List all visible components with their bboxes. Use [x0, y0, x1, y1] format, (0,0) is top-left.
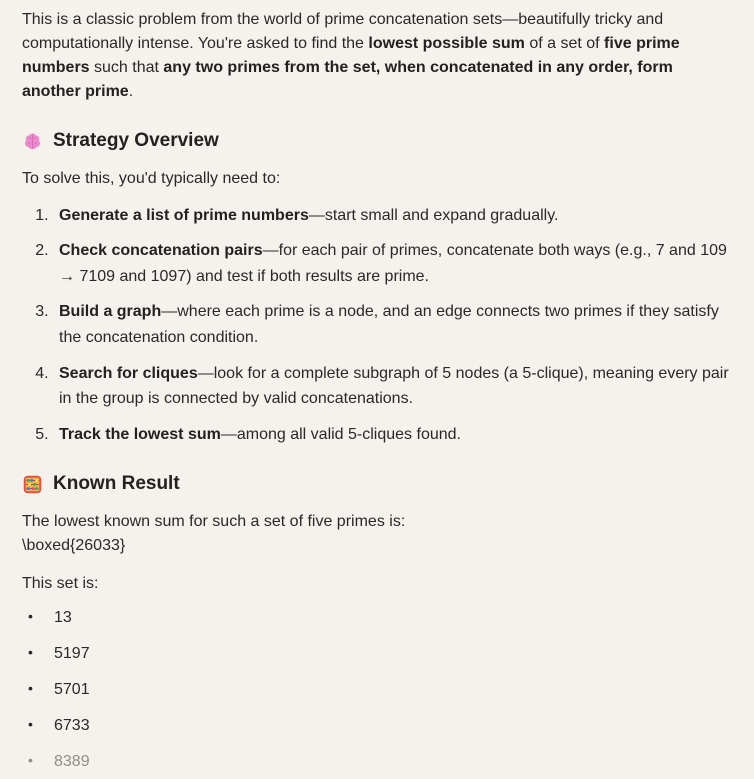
step-description: —start small and expand gradually. [308, 206, 559, 224]
strategy-heading-label: Strategy Overview [53, 130, 219, 151]
intro-text: . [128, 83, 134, 100]
intro-bold-condition: any two primes from the set, when concatenated in any order, form another prime [22, 59, 673, 100]
primes-list [22, 606, 732, 774]
result-paragraph [22, 510, 732, 558]
prime-item-streaming: • 8389 [26, 750, 732, 774]
result-sum-line: The lowest known sum for such a set of five primes is: [22, 512, 406, 530]
step-item-2 [53, 238, 732, 289]
prime-item: • 13 [26, 606, 732, 630]
step-description: —where each prime is a node, and an edge connects two primes if they satisfy the concatenation condition. [59, 303, 719, 346]
step-description: —among all valid 5-cliques found. [220, 425, 461, 443]
step-title: Track the lowest sum [59, 425, 221, 443]
known-result-heading-label: Known Result [53, 473, 180, 495]
intro-text: such that [89, 59, 164, 76]
result-boxed-value: \boxed{26033} [22, 536, 126, 554]
step-description: —for each pair of primes, concatenate both ways (e.g., 7 and 109 → 7109 and 1097) and test if both results are prime. [59, 242, 727, 285]
brain-icon [22, 131, 43, 152]
intro-text: of a set of [524, 35, 605, 52]
prime-item: • 5701 [26, 678, 732, 702]
step-title: Generate a list of prime numbers [59, 206, 309, 224]
strategy-steps-list [22, 203, 732, 448]
intro-bold-five-primes: five prime numbers [22, 35, 680, 76]
set-label: This set is: [22, 574, 99, 592]
step-item-1 [53, 203, 732, 229]
step-description: —look for a complete subgraph of 5 nodes (a 5-clique), meaning every pair in the group is connected by valid concatenations. [59, 364, 729, 408]
known-result-heading [22, 471, 732, 498]
step-title: Build a graph [59, 303, 162, 321]
intro-paragraph [22, 8, 732, 104]
step-title: Search for cliques [59, 364, 198, 382]
step-item-5 [53, 422, 732, 448]
prime-item: • 6733 [26, 714, 732, 738]
strategy-lead-line: To solve this, you'd typically need to: [22, 169, 281, 187]
step-item-4 [53, 361, 732, 412]
step-title: Check concatenation pairs [59, 242, 263, 260]
abacus-icon [22, 474, 43, 495]
prime-item: • 5197 [26, 642, 732, 666]
strategy-heading [22, 128, 732, 155]
step-item-3 [53, 299, 732, 350]
intro-text: This is a classic problem from the world of prime concatenation sets—beautifully tricky and computationally intense. You're asked to find the [22, 11, 664, 52]
intro-bold-lowest-sum: lowest possible sum [368, 35, 525, 52]
